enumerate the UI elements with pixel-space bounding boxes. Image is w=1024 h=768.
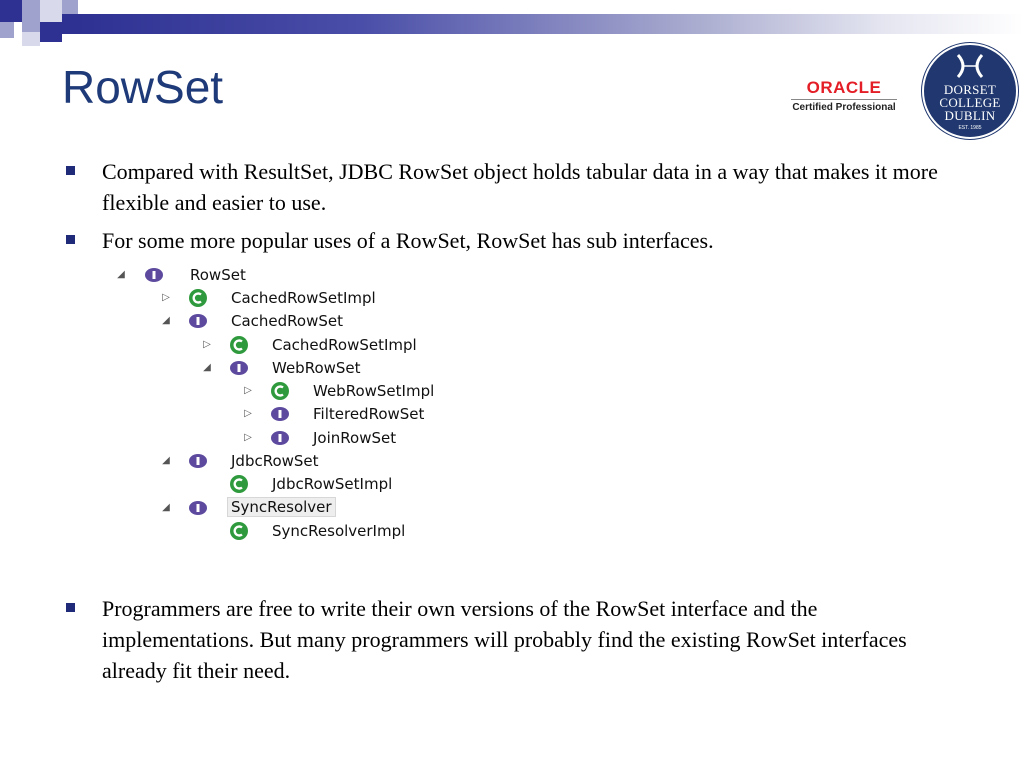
- tree-node[interactable]: [116, 334, 496, 356]
- tree-node[interactable]: [116, 287, 496, 309]
- tree-node-selected[interactable]: [116, 497, 496, 519]
- bullet-text: Compared with ResultSet, JDBC RowSet object holds tabular data in a way that makes it more flexible and easier to use.: [102, 159, 938, 215]
- decor-square: [0, 22, 14, 38]
- interface-icon: [229, 358, 249, 378]
- dorset-line-1: DORSET: [943, 82, 997, 97]
- expand-toggle-icon[interactable]: ◢: [117, 269, 125, 280]
- bullet-square-icon: [66, 235, 75, 244]
- tree-node-label: RowSet: [190, 266, 246, 284]
- expand-toggle-icon[interactable]: ▷: [244, 432, 252, 443]
- expand-toggle-icon[interactable]: ▷: [244, 385, 252, 396]
- logo-divider: [791, 99, 897, 100]
- expand-toggle-icon[interactable]: ▷: [244, 408, 252, 419]
- dorset-line-3: DUBLIN: [944, 108, 996, 123]
- tree-node[interactable]: [116, 310, 496, 332]
- interface-icon: [144, 265, 164, 285]
- class-icon: [229, 521, 249, 541]
- title-decoration: [0, 0, 1024, 48]
- class-icon: [270, 381, 290, 401]
- tree-node-label: SyncResolverImpl: [272, 522, 406, 540]
- bullet-square-icon: [66, 166, 75, 175]
- oracle-certified-logo: [787, 78, 901, 118]
- dorset-emblem-icon: [924, 51, 1016, 81]
- decor-square: [40, 22, 62, 42]
- expand-toggle-icon[interactable]: ◢: [162, 502, 170, 513]
- bullet-text: For some more popular uses of a RowSet, RowSet has sub interfaces.: [102, 228, 714, 253]
- dorset-line-2: COLLEGE: [939, 95, 1001, 110]
- page-title: RowSet: [62, 61, 224, 113]
- decor-square: [22, 14, 40, 32]
- decor-square: [62, 0, 78, 14]
- bullet-square-icon: [66, 603, 75, 612]
- oracle-brand: ORACLE: [806, 78, 882, 97]
- tree-node-label: FilteredRowSet: [313, 405, 425, 423]
- bullet-text: Programmers are free to write their own versions of the RowSet interface and the implementations. But many programmers will probably find the existing RowSet interfaces already fit their need.: [102, 596, 907, 683]
- expand-toggle-icon[interactable]: ▷: [203, 339, 211, 350]
- tree-node[interactable]: [116, 357, 496, 379]
- tree-node-label: SyncResolver: [227, 497, 336, 517]
- tree-node-label: JdbcRowSet: [231, 452, 319, 470]
- tree-node[interactable]: [116, 520, 496, 542]
- interface-icon: [270, 428, 290, 448]
- class-icon: [188, 288, 208, 308]
- tree-node[interactable]: [116, 403, 496, 425]
- decor-square: [40, 0, 62, 22]
- tree-node[interactable]: [116, 380, 496, 402]
- expand-toggle-icon[interactable]: ◢: [162, 315, 170, 326]
- decor-square: [0, 0, 22, 22]
- dorset-college-logo: [922, 43, 1018, 139]
- decor-square: [22, 0, 40, 14]
- tree-node[interactable]: [116, 473, 496, 495]
- interface-icon: [188, 311, 208, 331]
- decor-square: [62, 14, 78, 34]
- tree-node[interactable]: [116, 450, 496, 472]
- interface-icon: [188, 451, 208, 471]
- oracle-subtitle: Certified Professional: [792, 102, 896, 113]
- interface-icon: [270, 404, 290, 424]
- class-icon: [229, 474, 249, 494]
- tree-node[interactable]: [116, 427, 496, 449]
- expand-toggle-icon[interactable]: ◢: [162, 455, 170, 466]
- decor-square: [22, 32, 40, 46]
- tree-node-label: CachedRowSetImpl: [272, 336, 417, 354]
- expand-toggle-icon[interactable]: ◢: [203, 362, 211, 373]
- tree-node-label: JdbcRowSetImpl: [272, 475, 393, 493]
- dorset-established: EST. 1985: [958, 125, 982, 131]
- tree-node[interactable]: [116, 264, 496, 286]
- expand-toggle-icon[interactable]: ▷: [162, 292, 170, 303]
- title-bar-gradient: [78, 14, 1024, 34]
- tree-node-label: WebRowSet: [272, 359, 361, 377]
- tree-node-label: CachedRowSetImpl: [231, 289, 376, 307]
- type-hierarchy-tree: [116, 264, 496, 554]
- class-icon: [229, 335, 249, 355]
- interface-icon: [188, 498, 208, 518]
- tree-node-label: JoinRowSet: [313, 429, 397, 447]
- tree-node-label: WebRowSetImpl: [313, 382, 435, 400]
- tree-node-label: CachedRowSet: [231, 312, 343, 330]
